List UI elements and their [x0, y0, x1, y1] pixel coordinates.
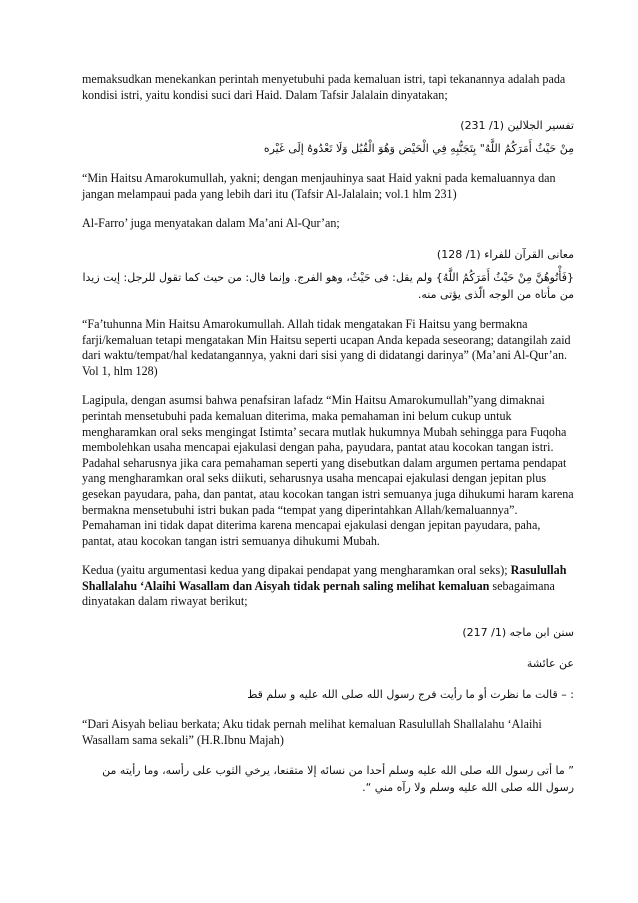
paragraph-2: “Min Haitsu Amarokumullah, yakni; dengan menjauhinya saat Haid yakni pada kemaluannya dan jangan melampaui pada yang lebih dari itu (Tafsir Al-Jalalain; vol.1 hlm 231)	[82, 171, 556, 201]
paragraph-5: Lagipula, dengan asumsi bahwa penafsiran lafadz “Min Haitsu Amarokumullah”yang dimaknai perintah mensetubuhi pada kemaluan diterima, maka pemahaman ini belum cukup untuk mengharamkan oral seks mengingat Istimta’ secara mutlak hukumnya Mubah sehingga para Fuqoha membolehkan usaha mencapai ejakulasi dengan paha, payudara, pantat atau kocokan tangan istri. Padahal seharusnya jika cara pemahaman seperti yang disebutkan dalam argumen pertama pendapat yang mengharamkan oral seks diikuti, seharusnya usaha mencapai ejakulasi dengan jepitan plus gesekan payudara, paha, dan pantat, atau kocokan tangan istri semuanya juga dihukumi haram karena bermakna mensetubuhi istri bukan pada “tempat yang diperintahkan Allah/kemaluannya”. Pemahaman ini tidak dapat diterima karena mencapai ejakulasi dengan jepitan payudara, paha, pantat, atau kocokan tangan istri semuanya dihukumi Mubah.	[82, 393, 574, 548]
arabic-quote-farra: {فَأْتُوهُنَّ مِنْ حَيْثُ أَمَرَكُمُ اللَّهُ} ولم يقل: فى حَيْثُ، وهو الفرج. وإنما قال: من حيث كما تقول للرجل: إيت زيدا من مأتاه من الوجه الّذى يؤتى منه.	[82, 270, 574, 301]
arabic-reference-ibnu-majah: سنن ابن ماجه (1/ 217)	[462, 626, 574, 640]
arabic-quote-final: ” ما أتى رسول الله صلى الله عليه وسلم أحدا من نسائه إلا متقنعا، يرخي الثوب على رأسه، وما رأيته من رسول الله صلى الله عليه وسلم ولا رآه مني “.	[102, 764, 574, 795]
arabic-quote-ibnu-majah: : – قالت ما نظرت أو ما رأيت فرج رسول الله صلى الله عليه و سلم قط	[247, 688, 574, 702]
paragraph-1: memaksudkan menekankan perintah menyetubuhi pada kemaluan istri, tapi tekanannya adalah pada kondisi istri, yaitu kondisi suci dari Haid. Dalam Tafsir Jalalain dinyatakan;	[82, 72, 566, 102]
paragraph-7: “Dari Aisyah beliau berkata; Aku tidak pernah melihat kemaluan Rasulullah Shallalahu ‘Alaihi Wasallam sama sekali” (H.R.Ibnu Majah)	[82, 717, 542, 747]
paragraph-6-intro: Kedua (yaitu argumentasi kedua yang dipakai pendapat yang mengharamkan oral seks);	[82, 563, 511, 578]
paragraph-3: Al-Farro’ juga menyatakan dalam Ma’ani Al-Qur’an;	[82, 216, 340, 231]
arabic-quote-jalalain: مِنْ حَيْثُ أَمَرَكُمُ اللَّهُ" بِتَجَنُّبِهِ فِي الْحَيْض وَهُوَ الْقُبُل وَلَا تَعْدُوهُ إلَى غَيْره	[263, 142, 574, 156]
paragraph-4: “Fa’tuhunna Min Haitsu Amarokumullah. Allah tidak mengatakan Fi Haitsu yang bermakna farji/kemaluan tetapi mengatakan Min Haitsu seperti ucapan Anda kepada seseorang; datangilah zaid dari waktu/tempat/hal kedatangannya, yakni dari sisi yang di didatangi darinya” (Ma’ani Al-Qur’an. Vol 1, hlm 128)	[82, 316, 571, 378]
arabic-reference-jalalain: تفسير الجلالين (1/ 231)	[460, 119, 574, 133]
paragraph-6	[82, 563, 574, 610]
paragraph-6-end: sebagaimana dinyatakan dalam riwayat berikut;	[82, 578, 555, 609]
arabic-source-aisyah: عن عائشة	[526, 657, 574, 671]
paragraph-6-bold: Rasulullah Shallalahu ‘Alaihi Wasallam dan Aisyah tidak pernah saling melihat kemaluan	[82, 563, 567, 593]
arabic-reference-farra: معانى القرآن للفراء (1/ 128)	[436, 247, 574, 261]
